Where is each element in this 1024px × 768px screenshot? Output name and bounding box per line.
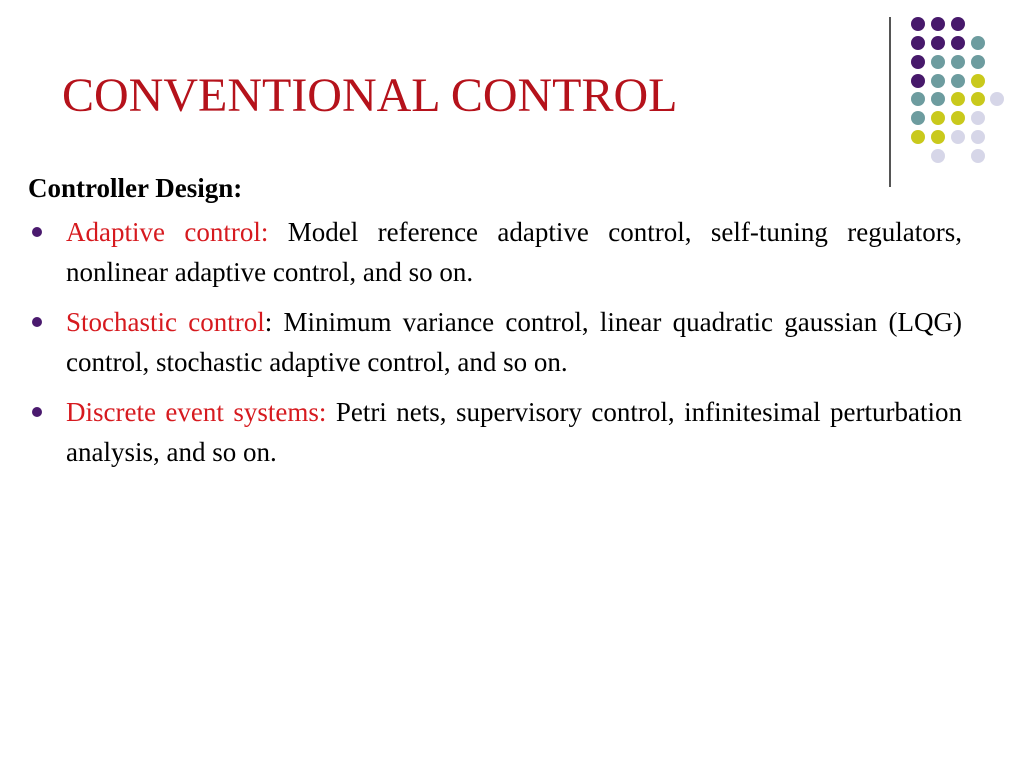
decor-dot — [951, 74, 965, 88]
decor-dot — [911, 36, 925, 50]
decor-dot — [971, 111, 985, 125]
section-subheading: Controller Design: — [28, 173, 243, 203]
decor-dot — [931, 92, 945, 106]
decor-dot — [951, 92, 965, 106]
decor-dot — [911, 130, 925, 144]
decor-dot — [911, 92, 925, 106]
bullet-text: Petri nets, supervisory control, infinitesimal perturbation analysis, and so on. — [66, 397, 962, 467]
decor-dot — [951, 17, 965, 31]
decor-dot — [971, 36, 985, 50]
decor-dot — [931, 36, 945, 50]
decor-dot — [951, 111, 965, 125]
decor-dot — [971, 55, 985, 69]
decor-dot — [931, 111, 945, 125]
bullet-icon — [32, 407, 42, 417]
decor-dot — [951, 130, 965, 144]
decor-dot — [911, 74, 925, 88]
decor-dot — [971, 149, 985, 163]
bullet-item-adaptive-control — [28, 212, 962, 292]
bullet-icon — [32, 227, 42, 237]
decor-dot — [931, 17, 945, 31]
bullet-term: Adaptive control: — [66, 217, 269, 247]
decor-dot — [911, 111, 925, 125]
decor-dot — [931, 130, 945, 144]
bullet-term: Discrete event systems: — [66, 397, 327, 427]
decor-dot — [911, 17, 925, 31]
decor-dot — [990, 92, 1004, 106]
bullet-item-stochastic-control — [28, 302, 962, 382]
decor-dot — [971, 74, 985, 88]
decor-dot — [931, 74, 945, 88]
bullet-item-discrete-event-systems — [28, 392, 962, 472]
decor-dot — [931, 55, 945, 69]
bullet-text: Model reference adaptive control, self-tuning regulators, nonlinear adaptive control, and so on. — [66, 217, 963, 287]
bullet-icon — [32, 317, 42, 327]
decor-dot — [951, 55, 965, 69]
slide-title: CONVENTIONAL CONTROL — [62, 69, 678, 122]
bullet-text: : Minimum variance control, linear quadratic gaussian (LQG) control, stochastic adaptive control, and so on. — [66, 307, 962, 377]
decor-dot — [911, 55, 925, 69]
decor-dot — [951, 36, 965, 50]
decor-dot — [931, 149, 945, 163]
bullet-term: Stochastic control — [66, 307, 265, 337]
decor-dot — [971, 130, 985, 144]
decor-dot — [971, 92, 985, 106]
slide-body — [28, 168, 962, 482]
title-divider-line — [889, 17, 891, 187]
